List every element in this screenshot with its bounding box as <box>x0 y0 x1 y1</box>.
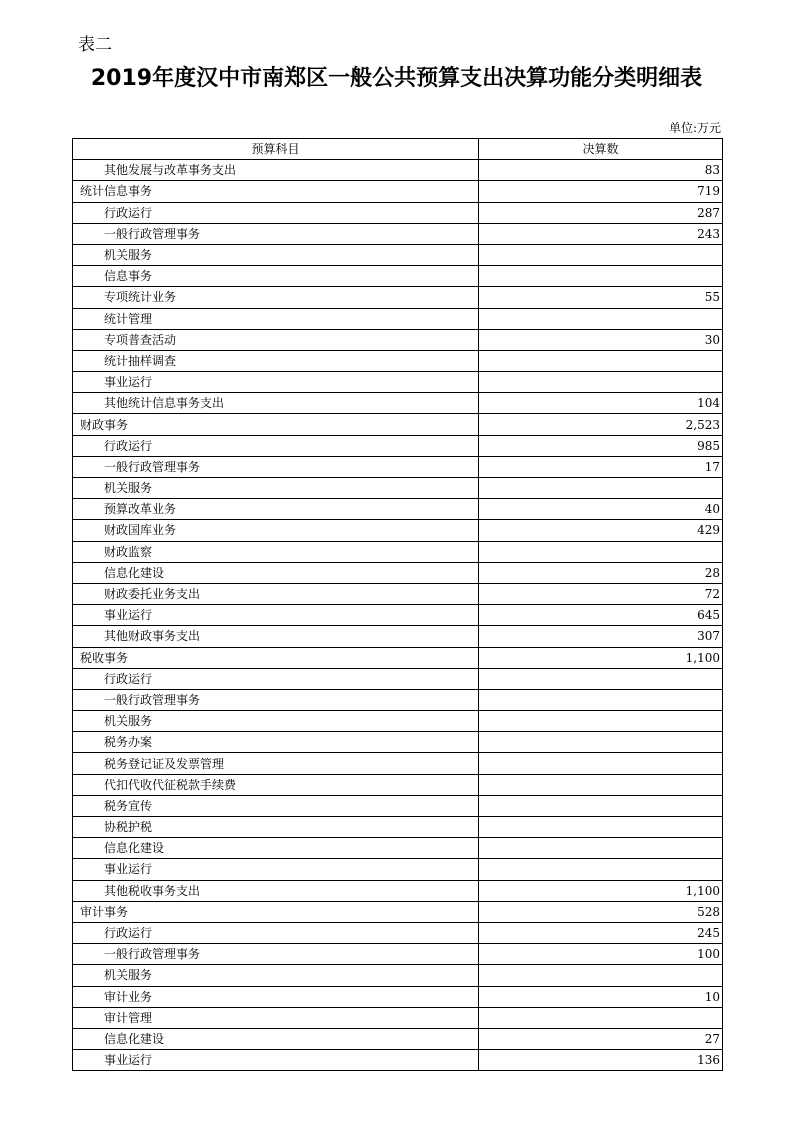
row-subject-cell: 一般行政管理事务 <box>73 223 479 244</box>
row-subject-cell: 信息事务 <box>73 266 479 287</box>
row-subject-cell: 统计信息事务 <box>73 181 479 202</box>
table-row <box>73 1050 723 1071</box>
row-subject-cell: 行政运行 <box>73 202 479 223</box>
row-amount-cell <box>479 372 723 393</box>
row-subject-cell: 专项统计业务 <box>73 287 479 308</box>
row-subject-cell: 其他财政事务支出 <box>73 626 479 647</box>
row-subject-cell: 财政监察 <box>73 541 479 562</box>
row-amount-cell: 40 <box>479 499 723 520</box>
row-amount-cell <box>479 753 723 774</box>
row-subject-cell: 机关服务 <box>73 711 479 732</box>
row-amount-cell <box>479 965 723 986</box>
table-row <box>73 393 723 414</box>
row-subject-cell: 统计抽样调查 <box>73 350 479 371</box>
row-amount-cell: 27 <box>479 1028 723 1049</box>
row-subject-cell: 代扣代收代征税款手续费 <box>73 774 479 795</box>
table-body <box>73 160 723 1071</box>
table-row <box>73 689 723 710</box>
row-subject-cell: 一般行政管理事务 <box>73 456 479 477</box>
row-subject-cell: 税收事务 <box>73 647 479 668</box>
row-amount-cell <box>479 711 723 732</box>
table-row <box>73 202 723 223</box>
table-row <box>73 520 723 541</box>
table-row <box>73 562 723 583</box>
row-subject-cell: 其他统计信息事务支出 <box>73 393 479 414</box>
row-amount-cell: 100 <box>479 944 723 965</box>
row-amount-cell: 243 <box>479 223 723 244</box>
row-subject-cell: 税务办案 <box>73 732 479 753</box>
row-amount-cell: 719 <box>479 181 723 202</box>
table-row <box>73 478 723 499</box>
table-row <box>73 711 723 732</box>
row-subject-cell: 税务宣传 <box>73 795 479 816</box>
row-amount-cell <box>479 350 723 371</box>
row-amount-cell <box>479 668 723 689</box>
row-amount-cell: 72 <box>479 583 723 604</box>
row-subject-cell: 行政运行 <box>73 435 479 456</box>
row-amount-cell <box>479 1007 723 1028</box>
row-amount-cell: 429 <box>479 520 723 541</box>
row-amount-cell <box>479 244 723 265</box>
unit-label: 单位:万元 <box>668 121 721 135</box>
row-amount-cell <box>479 859 723 880</box>
row-amount-cell <box>479 689 723 710</box>
table-row <box>73 287 723 308</box>
row-subject-cell: 事业运行 <box>73 372 479 393</box>
row-subject-cell: 行政运行 <box>73 922 479 943</box>
row-amount-cell <box>479 774 723 795</box>
row-amount-cell <box>479 795 723 816</box>
row-amount-cell: 985 <box>479 435 723 456</box>
table-row <box>73 1028 723 1049</box>
table-row <box>73 605 723 626</box>
table-label: 表二 <box>78 35 112 55</box>
table-row <box>73 435 723 456</box>
row-amount-cell <box>479 541 723 562</box>
row-amount-cell: 307 <box>479 626 723 647</box>
table-row <box>73 372 723 393</box>
row-subject-cell: 税务登记证及发票管理 <box>73 753 479 774</box>
row-subject-cell: 统计管理 <box>73 308 479 329</box>
row-subject-cell: 事业运行 <box>73 859 479 880</box>
table-row <box>73 753 723 774</box>
row-subject-cell: 审计业务 <box>73 986 479 1007</box>
budget-table <box>72 138 723 1071</box>
table-row <box>73 859 723 880</box>
row-amount-cell <box>479 266 723 287</box>
table-row <box>73 350 723 371</box>
row-amount-cell: 1,100 <box>479 880 723 901</box>
table-row <box>73 266 723 287</box>
table-row <box>73 223 723 244</box>
row-subject-cell: 信息化建设 <box>73 562 479 583</box>
table-row <box>73 414 723 435</box>
column-header-amount: 决算数 <box>479 139 723 160</box>
row-amount-cell: 10 <box>479 986 723 1007</box>
table-row <box>73 986 723 1007</box>
row-subject-cell: 信息化建设 <box>73 838 479 859</box>
table-row <box>73 160 723 181</box>
row-subject-cell: 信息化建设 <box>73 1028 479 1049</box>
table-row <box>73 732 723 753</box>
table-row <box>73 541 723 562</box>
table-row <box>73 880 723 901</box>
row-subject-cell: 事业运行 <box>73 1050 479 1071</box>
table-row <box>73 795 723 816</box>
row-subject-cell: 专项普查活动 <box>73 329 479 350</box>
row-amount-cell: 30 <box>479 329 723 350</box>
row-amount-cell <box>479 732 723 753</box>
table-row <box>73 838 723 859</box>
row-amount-cell: 17 <box>479 456 723 477</box>
row-amount-cell: 104 <box>479 393 723 414</box>
row-subject-cell: 审计管理 <box>73 1007 479 1028</box>
table-row <box>73 181 723 202</box>
table-row <box>73 944 723 965</box>
row-amount-cell <box>479 838 723 859</box>
page-title: 2019年度汉中市南郑区一般公共预算支出决算功能分类明细表 <box>90 66 703 91</box>
table-row <box>73 583 723 604</box>
table-row <box>73 668 723 689</box>
table-row <box>73 329 723 350</box>
table-row <box>73 647 723 668</box>
row-amount-cell: 2,523 <box>479 414 723 435</box>
row-amount-cell: 528 <box>479 901 723 922</box>
table-row <box>73 965 723 986</box>
row-amount-cell: 287 <box>479 202 723 223</box>
row-subject-cell: 行政运行 <box>73 668 479 689</box>
row-subject-cell: 其他税收事务支出 <box>73 880 479 901</box>
row-amount-cell <box>479 817 723 838</box>
row-subject-cell: 审计事务 <box>73 901 479 922</box>
table-row <box>73 901 723 922</box>
table-row <box>73 456 723 477</box>
row-subject-cell: 一般行政管理事务 <box>73 944 479 965</box>
row-amount-cell: 28 <box>479 562 723 583</box>
row-subject-cell: 财政事务 <box>73 414 479 435</box>
table-row <box>73 308 723 329</box>
row-subject-cell: 协税护税 <box>73 817 479 838</box>
row-subject-cell: 财政国库业务 <box>73 520 479 541</box>
row-subject-cell: 预算改革业务 <box>73 499 479 520</box>
row-subject-cell: 事业运行 <box>73 605 479 626</box>
row-amount-cell <box>479 478 723 499</box>
row-amount-cell: 645 <box>479 605 723 626</box>
row-subject-cell: 其他发展与改革事务支出 <box>73 160 479 181</box>
row-amount-cell: 55 <box>479 287 723 308</box>
row-subject-cell: 一般行政管理事务 <box>73 689 479 710</box>
row-subject-cell: 机关服务 <box>73 244 479 265</box>
row-subject-cell: 机关服务 <box>73 965 479 986</box>
column-header-subject: 预算科目 <box>73 139 479 160</box>
row-amount-cell <box>479 308 723 329</box>
row-amount-cell: 136 <box>479 1050 723 1071</box>
row-amount-cell: 1,100 <box>479 647 723 668</box>
table-row <box>73 774 723 795</box>
table-header-row <box>73 139 723 160</box>
table-row <box>73 1007 723 1028</box>
table-row <box>73 817 723 838</box>
table-row <box>73 244 723 265</box>
table-row <box>73 922 723 943</box>
row-subject-cell: 机关服务 <box>73 478 479 499</box>
table-row <box>73 499 723 520</box>
row-subject-cell: 财政委托业务支出 <box>73 583 479 604</box>
table-row <box>73 626 723 647</box>
row-amount-cell: 83 <box>479 160 723 181</box>
row-amount-cell: 245 <box>479 922 723 943</box>
